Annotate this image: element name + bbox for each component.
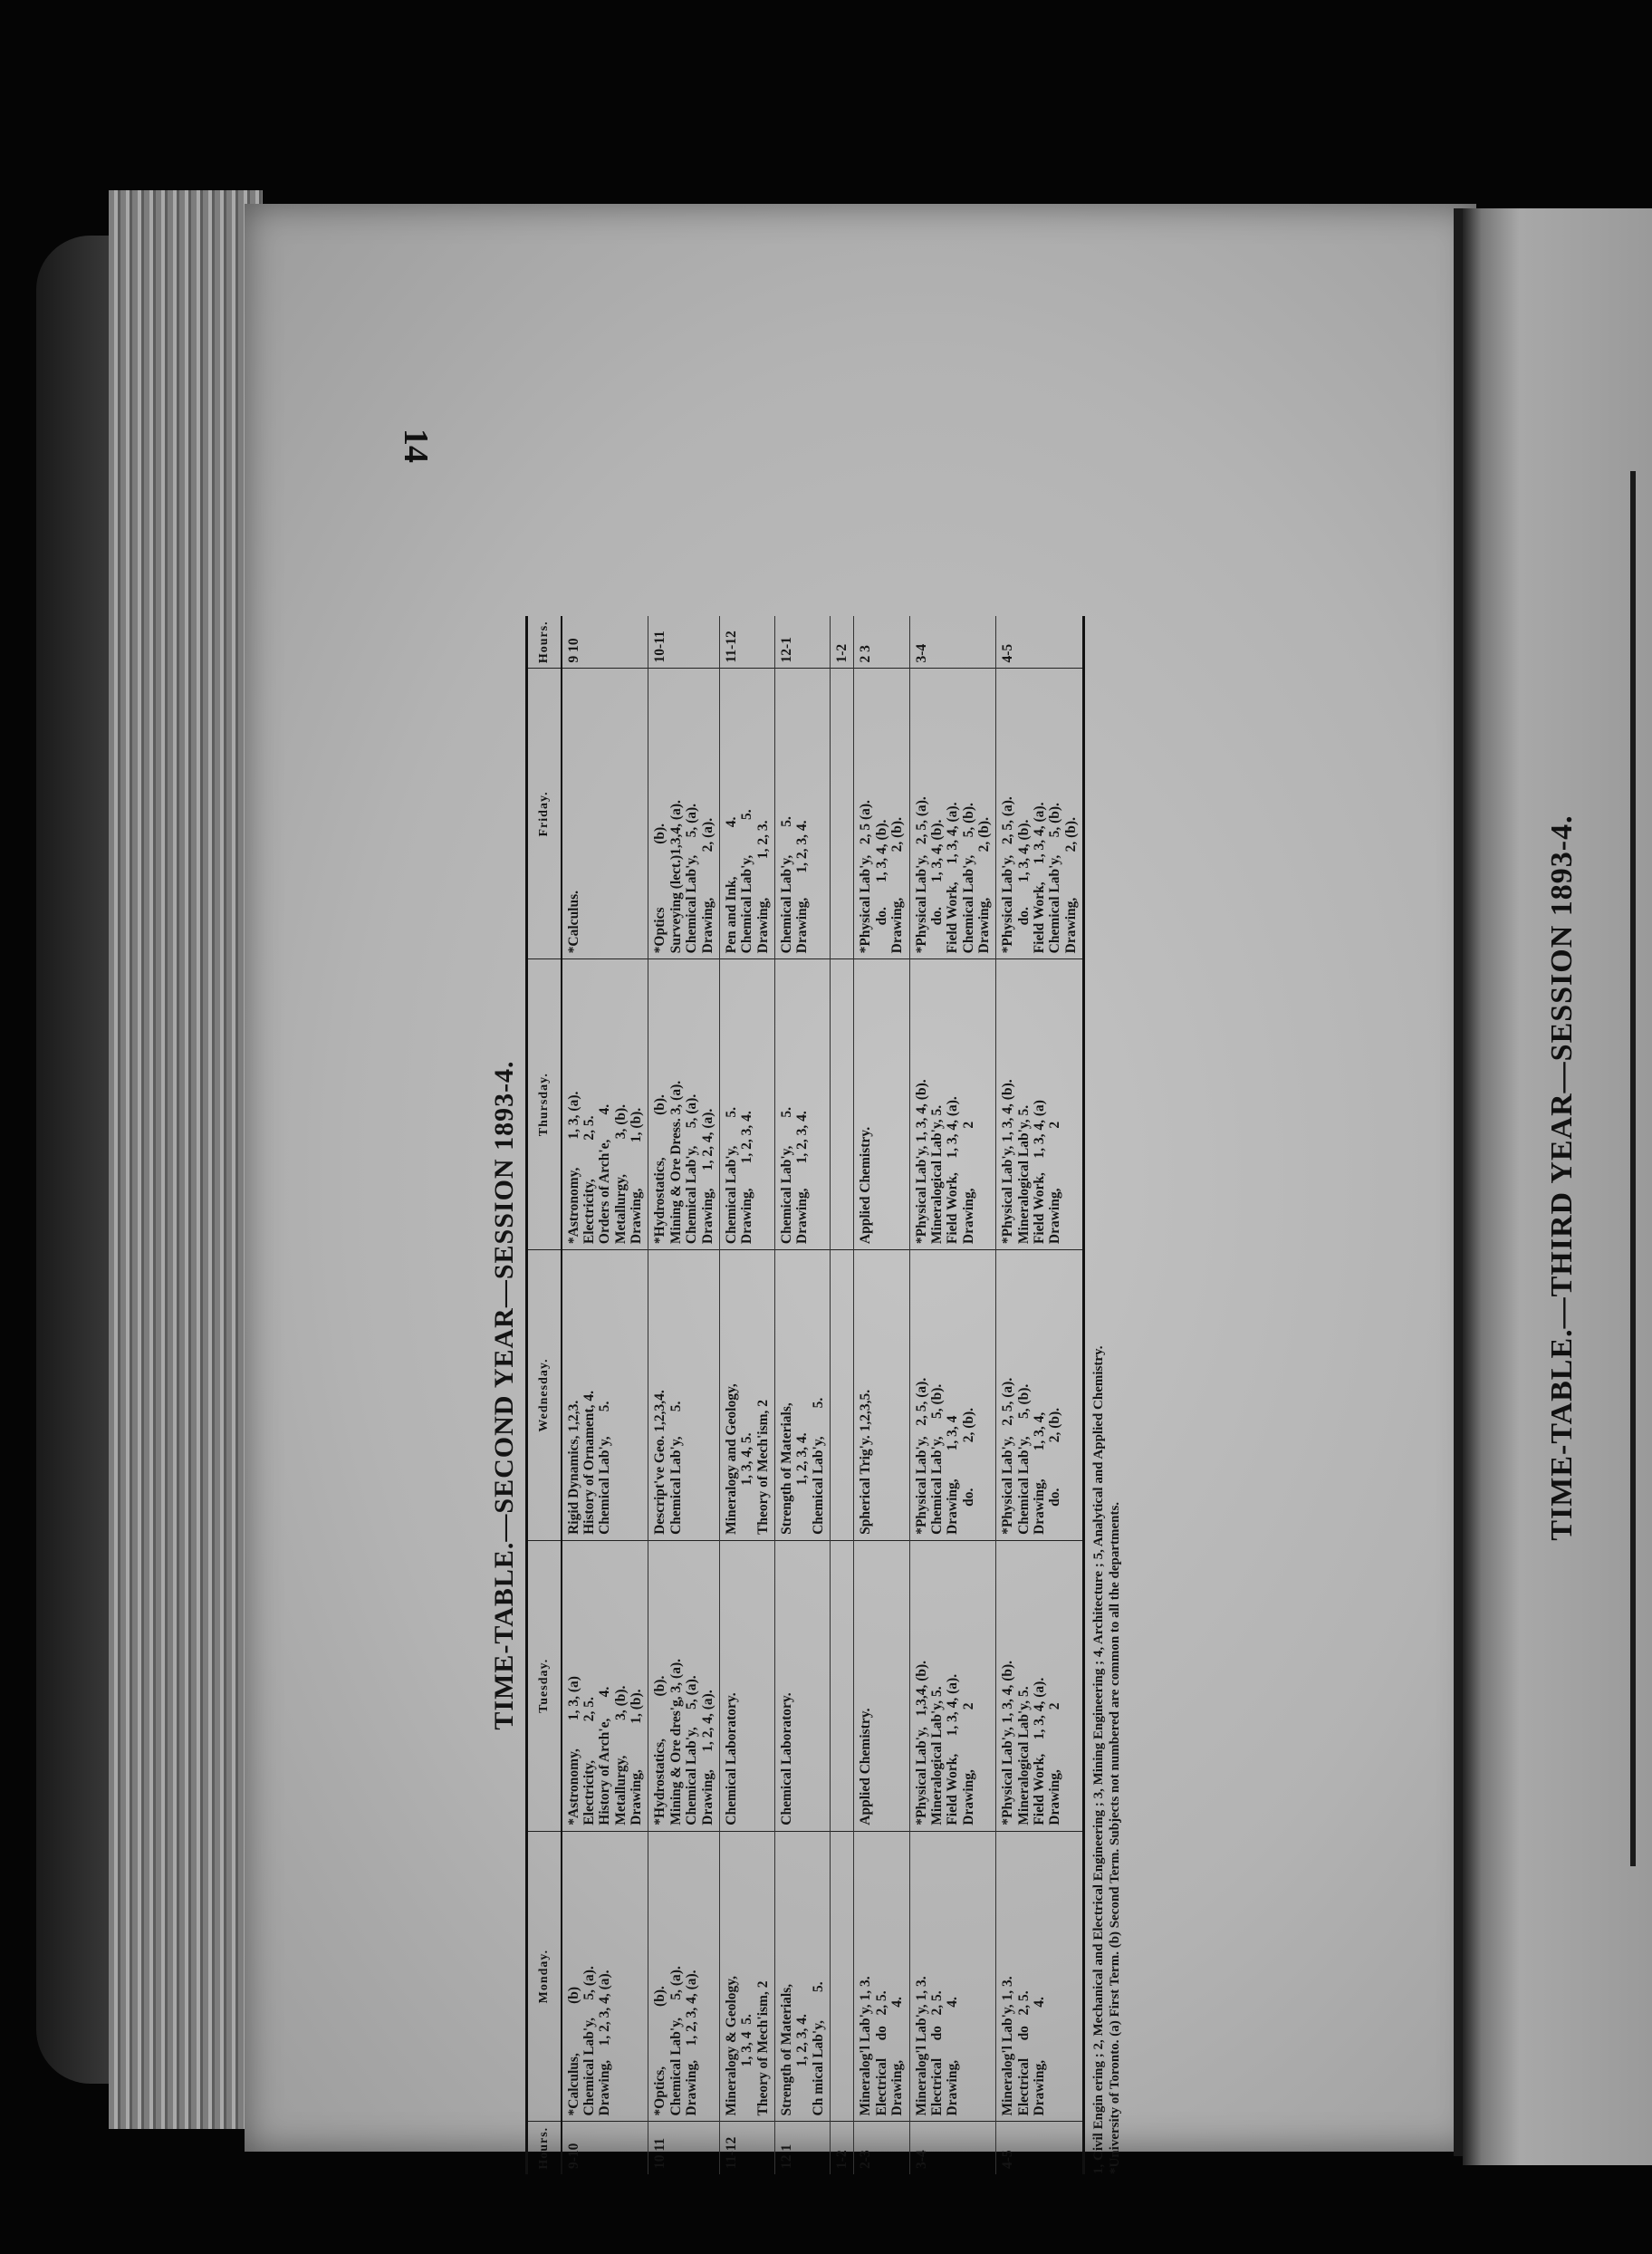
- hour-cell-right: 12-1: [774, 616, 830, 669]
- schedule-cell: Chemical Lab'y, 5. Drawing, 1, 2, 3, 4.: [774, 669, 830, 959]
- schedule-cell: Chemical Laboratory.: [719, 1540, 774, 1831]
- column-header: Tuesday.: [527, 1540, 562, 1831]
- hour-cell: 4-5: [996, 2122, 1084, 2174]
- column-header: Monday.: [527, 1831, 562, 2122]
- hour-cell: 9-10: [562, 2122, 648, 2174]
- table-row: [854, 616, 909, 2174]
- hour-cell-right: 4-5: [996, 616, 1084, 669]
- schedule-cell: Applied Chemistry.: [854, 1540, 909, 1831]
- footnote: [1090, 616, 1123, 2174]
- hour-cell: 11-12: [719, 2122, 774, 2174]
- timetable-title: TIME-TABLE.—SECOND YEAR—SESSION 1893-4.: [489, 1060, 519, 1730]
- hour-cell-right: 3-4: [909, 616, 996, 669]
- schedule-cell: Strength of Materials, 1, 2, 3, 4. Chemical Lab'y, 5.: [774, 1250, 830, 1541]
- hour-cell: 10 11: [648, 2122, 719, 2174]
- timetable-sheet: [489, 616, 1322, 2174]
- schedule-cell: Strength of Materials, 1, 2, 3, 4. Ch mical Lab'y, 5.: [774, 1831, 830, 2122]
- schedule-cell: Chemical Laboratory.: [774, 1540, 830, 1831]
- header-row: [527, 616, 562, 2174]
- schedule-cell: [831, 959, 854, 1250]
- schedule-cell: Applied Chemistry.: [854, 959, 909, 1250]
- schedule-cell: *Optics (b). Surveying (lect.)1,3,4, (a). Chemical Lab'y, 5, (a). Drawing, 2, (a).: [648, 669, 719, 959]
- hour-cell: 2-3: [854, 2122, 909, 2174]
- schedule-cell: *Optics, (b). Chemical Lab'y, 5, (a). Drawing, 1, 2, 3, 4, (a).: [648, 1831, 719, 2122]
- schedule-cell: *Physical Lab'y, 1, 3, 4, (b). Mineralogical Lab'y, 5. Field Work, 1, 3, 4, (a) Drawing, 2: [996, 959, 1084, 1250]
- schedule-cell: *Calculus, (b) Chemical Lab'y, 5, (a). Drawing, 1, 2, 3, 4, (a).: [562, 1831, 648, 2122]
- table-row: [909, 616, 996, 2174]
- page-number: 14: [397, 429, 435, 463]
- schedule-cell: Mineralog'l Lab'y, 1, 3. Electrical do 2, 5. Drawing, 4.: [909, 1831, 996, 2122]
- schedule-cell: Spherical Trig'y. 1,2,3,5.: [854, 1250, 909, 1541]
- table-row: [562, 616, 648, 2174]
- schedule-cell: [831, 1250, 854, 1541]
- schedule-cell: *Astronomy, 1, 3, (a). Electricity, 2, 5. Orders of Arch'e, 4. Metallurgy, 3, (b). Drawing, 1, (b).: [562, 959, 648, 1250]
- column-header: Wednesday.: [527, 1250, 562, 1541]
- hour-cell-right: 9 10: [562, 616, 648, 669]
- schedule-cell: *Physical Lab'y, 2, 5, (a). do. 1, 3, 4, (b). Field Work, 1, 3, 4, (a). Chemical Lab'y, 5, (b). Drawing, 2, (b).: [996, 669, 1084, 959]
- hour-cell: 12 1: [774, 2122, 830, 2174]
- hour-cell-right: 11-12: [719, 616, 774, 669]
- table-row: [719, 616, 774, 2174]
- schedule-cell: Mineralog'l Lab'y, 1, 3. Electrical do 2, 5. Drawing, 4.: [854, 1831, 909, 2122]
- schedule-cell: *Physical Lab'y, 1,3,4, (b). Mineralogical Lab'y, 5. Field Work, 1, 3, 4, (a). Drawing, 2: [909, 1540, 996, 1831]
- facing-page-rule: [1630, 471, 1636, 1866]
- hour-cell-right: 10-11: [648, 616, 719, 669]
- hour-cell: 3-4: [909, 2122, 996, 2174]
- schedule-cell: *Hydrostatics, (b). Mining & Ore Dress. 3, (a). Chemical Lab'y, 5, (a). Drawing, 1, 2, 4, (a).: [648, 959, 719, 1250]
- schedule-cell: Descript've Geo. 1,2,3,4. Chemical Lab'y, 5.: [648, 1250, 719, 1541]
- column-header: Friday.: [527, 669, 562, 959]
- schedule-cell: *Physical Lab'y, 1, 3, 4, (b). Mineralogical Lab'y, 5. Field Work, 1, 3, 4, (a). Drawing, 2: [909, 959, 996, 1250]
- footnote-departments: 1, Civil Engin ering ; 2, Mechanical and Electrical Engineering ; 3, Mining Engineering ; 4, Architecture ; 5, Analytical and Applied Chemistry.: [1091, 1345, 1107, 2174]
- schedule-cell: *Physical Lab'y, 2, 5 (a). do. 1, 3, 4, (b). Drawing, 2, (b).: [854, 669, 909, 959]
- schedule-cell: Pen and Ink, 4. Chemical Lab'y, 5. Drawing, 1, 2, 3.: [719, 669, 774, 959]
- table-row: [774, 616, 830, 2174]
- timetable: [525, 616, 1085, 2174]
- column-header: Hours.: [527, 2122, 562, 2174]
- schedule-cell: Mineralogy and Geology, 1, 3, 4, 5. Theory of Mech'ism, 2: [719, 1250, 774, 1541]
- hour-cell-right: 1-2: [831, 616, 854, 669]
- schedule-cell: Mineralog'l Lab'y, 1, 3. Electrical do 2, 5. Drawing, 4.: [996, 1831, 1084, 2122]
- schedule-cell: *Physical Lab'y, 2, 5, (a). Chemical Lab'y, 5, (b). Drawing, 1, 3, 4 do. 2, (b).: [909, 1250, 996, 1541]
- footnote-terms: *University of Toronto. (a) First Term. (b) Second Term. Subjects not numbered are common to all the departments.: [1108, 1501, 1123, 2174]
- schedule-cell: *Hydrostatics, (b). Mining & Ore dres'g, 3, (a). Chemical Lab'y, 5, (a). Drawing, 1, 2, 4, (a).: [648, 1540, 719, 1831]
- hour-cell-right: 2 3: [854, 616, 909, 669]
- hour-cell: 1-2: [831, 2122, 854, 2174]
- schedule-cell: *Astronomy, 1, 3, (a) Electricity, 2, 5. History of Arch'e, 4. Metallurgy, 3, (b). Drawing, 1, (b).: [562, 1540, 648, 1831]
- schedule-cell: Chemical Lab'y, 5. Drawing, 1, 2, 3, 4.: [774, 959, 830, 1250]
- schedule-cell: Rigid Dynamics, 1,2,3. History of Ornament, 4. Chemical Lab'y, 5.: [562, 1250, 648, 1541]
- table-row: [831, 616, 854, 2174]
- schedule-cell: *Calculus.: [562, 669, 648, 959]
- schedule-cell: [831, 669, 854, 959]
- schedule-cell: *Physical Lab'y, 2, 5, (a). do. 1, 3, 4, (b). Field Work, 1, 3, 4, (a). Chemical Lab'y, 5, (b). Drawing, 2, (b).: [909, 669, 996, 959]
- table-row: [996, 616, 1084, 2174]
- schedule-cell: *Physical Lab'y, 1, 3, 4, (b). Mineralogical Lab'y, 5. Field Work, 1, 3, 4, (a). Drawing, 2: [996, 1540, 1084, 1831]
- table-row: [648, 616, 719, 2174]
- page-edges: [109, 190, 263, 2129]
- schedule-cell: Chemical Lab'y, 5. Drawing, 1, 2, 3, 4.: [719, 959, 774, 1250]
- schedule-cell: [831, 1831, 854, 2122]
- column-header: Thursday.: [527, 959, 562, 1250]
- schedule-cell: [831, 1540, 854, 1831]
- schedule-cell: Mineralogy & Geology, 1, 3, 4 5. Theory of Mech'ism, 2: [719, 1831, 774, 2122]
- column-header: Hours.: [527, 616, 562, 669]
- facing-page-title: TIME-TABLE.—THIRD YEAR—SESSION 1893-4.: [1545, 814, 1579, 1541]
- schedule-cell: *Physical Lab'y, 2, 5, (a). Chemical Lab'y, 5, (b). Drawing, 1, 3, 4, do. 2, (b).: [996, 1250, 1084, 1541]
